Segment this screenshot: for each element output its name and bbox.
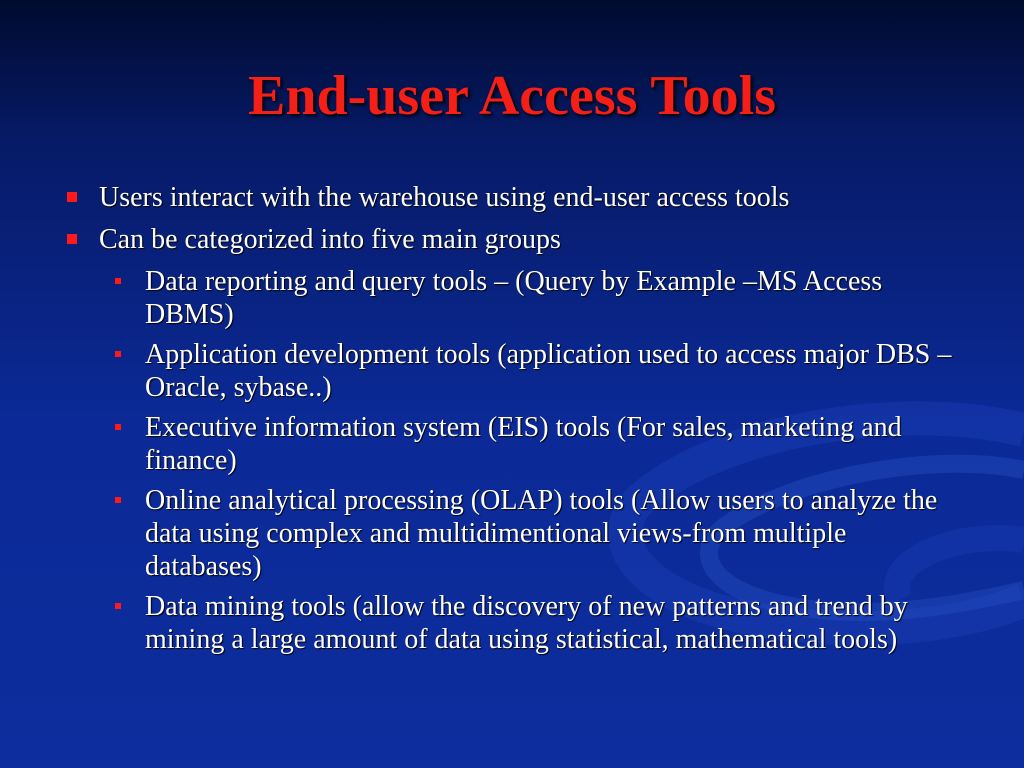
bullet-text: Users interact with the warehouse using end-user access tools [99, 182, 790, 213]
sub-bullet-item [62, 265, 962, 331]
sub-bullet-text: Online analytical processing (OLAP) tools (Allow users to analyze the data using complex and multidimentional views-from multiple databases) [145, 485, 938, 582]
sub-bullet-text: Application development tools (application used to access major DBS –Oracle, sybase..) [145, 339, 952, 403]
small-square-bullet-icon [115, 497, 121, 503]
sub-bullet-item [62, 338, 962, 404]
sub-bullet-text: Executive information system (EIS) tools (For sales, marketing and finance) [145, 412, 902, 476]
square-bullet-icon [67, 192, 77, 202]
small-square-bullet-icon [115, 424, 121, 430]
sub-bullet-item [62, 411, 962, 477]
bullet-item [62, 223, 962, 257]
sub-bullet-item [62, 484, 962, 583]
small-square-bullet-icon [115, 351, 121, 357]
sub-bullet-text: Data reporting and query tools – (Query by Example –MS Access DBMS) [145, 266, 883, 330]
sub-bullet-item [62, 590, 962, 656]
bullet-text: Can be categorized into five main groups [99, 224, 561, 255]
sub-bullet-text: Data mining tools (allow the discovery of new patterns and trend by mining a large amount of data using statistical, mathematical tools) [145, 591, 908, 655]
slide-title: End-user Access Tools [248, 65, 776, 127]
small-square-bullet-icon [115, 278, 121, 284]
slide-content [62, 181, 962, 663]
square-bullet-icon [67, 234, 77, 244]
small-square-bullet-icon [115, 603, 121, 609]
bullet-item [62, 181, 962, 215]
